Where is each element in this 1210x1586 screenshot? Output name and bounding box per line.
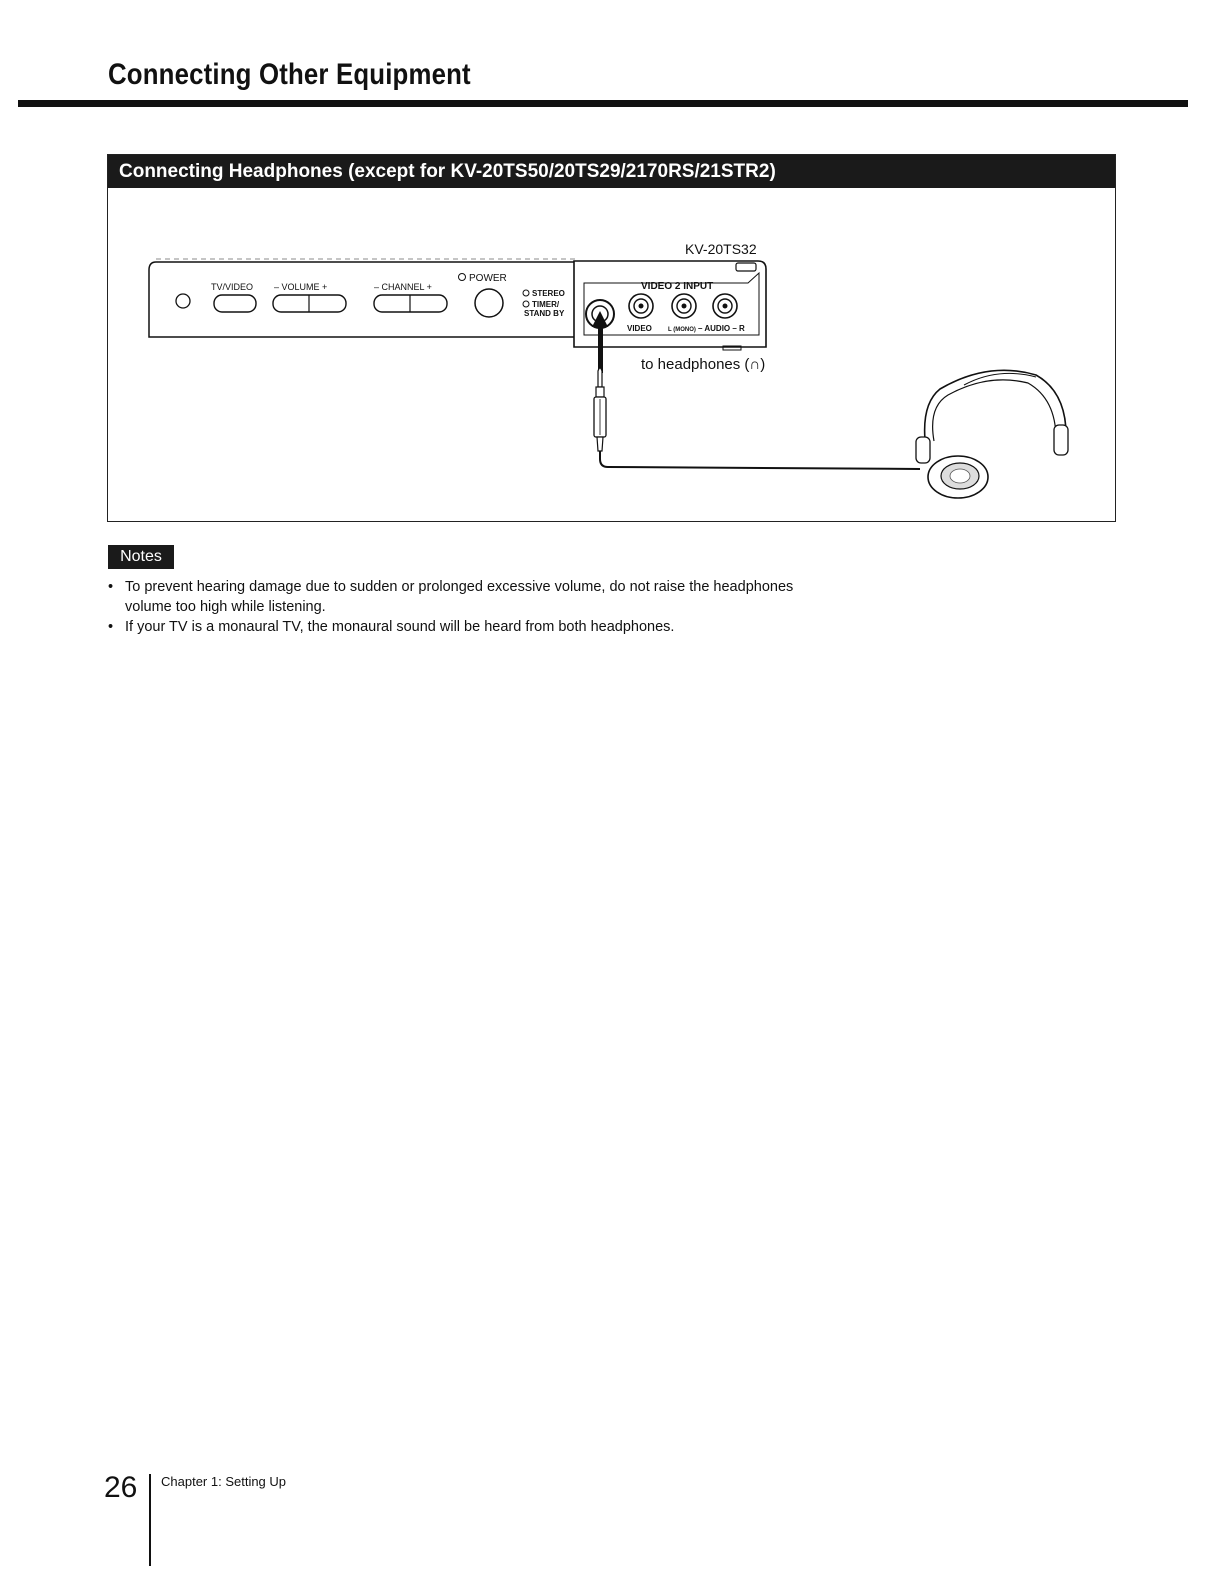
footer-rule — [149, 1474, 151, 1566]
timer-led — [523, 301, 529, 307]
video2-input-label: VIDEO 2 INPUT — [641, 281, 714, 292]
power-button[interactable] — [475, 289, 503, 317]
section-header: Connecting Headphones (except for KV-20TS50/20TS29/2170RS/21STR2) — [108, 155, 1115, 188]
chapter-label: Chapter 1: Setting Up — [161, 1474, 287, 1489]
model-label: KV-20TS32 — [685, 241, 757, 257]
channel-label: – CHANNEL + — [374, 282, 432, 292]
headphones-section — [107, 154, 1116, 522]
notes-badge: Notes — [108, 545, 174, 569]
headphones — [916, 370, 1068, 498]
tv-video-button[interactable] — [214, 295, 256, 312]
headphones-callout: to headphones (∩) — [641, 356, 766, 373]
page-title: Connecting Other Equipment — [108, 58, 471, 91]
connection-diagram — [108, 155, 1117, 523]
page-number: 26 — [104, 1471, 138, 1504]
headphone-plug — [594, 368, 606, 451]
jack-l-mono-label: L (MONO) — [668, 327, 696, 333]
power-label: POWER — [469, 273, 507, 284]
timer-label: TIMER/ — [532, 300, 560, 309]
front-panel — [149, 262, 578, 337]
power-led — [459, 274, 466, 281]
stereo-label: STEREO — [532, 289, 565, 298]
headphone-cord — [600, 451, 920, 469]
notes-list — [108, 577, 808, 637]
note-item: • If your TV is a monaural TV, the monaural sound will be heard from both headphones. — [108, 617, 808, 637]
stereo-led — [523, 290, 529, 296]
sensor-indicator — [176, 294, 190, 308]
jack-video-label: VIDEO — [627, 324, 652, 333]
note-item: • To prevent hearing damage due to sudden or prolonged excessive volume, do not raise the headphones volume too high while listening. — [108, 577, 808, 617]
title-rule — [18, 100, 1188, 107]
volume-label: – VOLUME + — [274, 282, 328, 292]
jack-audio-r-label: – AUDIO – R — [698, 324, 745, 333]
stand-by-label: STAND BY — [524, 309, 565, 318]
tv-video-label: TV/VIDEO — [211, 282, 254, 292]
